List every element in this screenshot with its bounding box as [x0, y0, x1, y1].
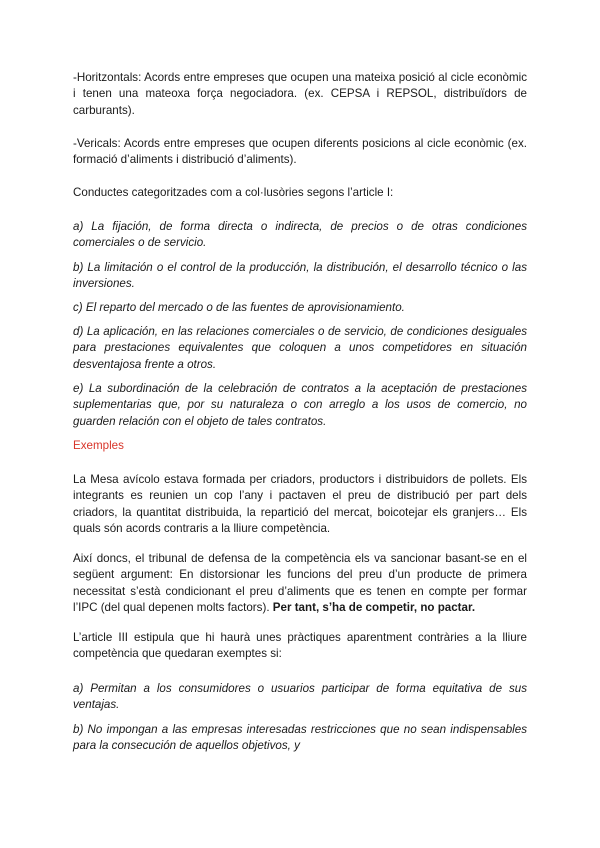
tribunal-bold-conclusion: Per tant, s’ha de competir, no pactar.: [272, 601, 476, 615]
exemption-item-b: b) No impongan a las empresas interesadas restricciones que no sean indispensables para la consecución de aquellos objetivos, y: [73, 723, 527, 753]
list-item-e: e) La subordinación de la celebración de contratos a la aceptación de prestaciones suplementarias que, por su naturaleza o con arreglo a los usos de comercio, no guarden relación con el objeto de tales contratos.: [73, 382, 527, 428]
paragraph-mesa-avicola: La Mesa avícolo estava formada per criadors, productors i distribuidors de pollets. Els integrants es reunien un cop l’any i pactaven el preu de distribució per part dels criadors, la quantitat distribuida, la repartició del mercat, boicotejar els granjers… Els quals són acords contraris a la lliure competència.: [73, 473, 527, 536]
paragraph-verticals: -Vericals: Acords entre empreses que ocupen diferents posicions al cicle econòmic (ex. formació d’aliments i distribució d’aliments).: [73, 137, 527, 167]
list-item-d: d) La aplicación, en las relaciones comerciales o de servicio, de condiciones desiguales para prestaciones equivalentes que coloquen a unos competidores en situación desventajosa frente a otros.: [73, 325, 527, 371]
paragraph-conductes-intro: Conductes categoritzades com a col·lusòries segons l’article I:: [73, 186, 394, 199]
list-item-b: b) La limitación o el control de la producción, la distribución, el desarrollo técnico o las inversiones.: [73, 261, 527, 291]
tribunal-text: Així doncs, el tribunal de defensa de la competència els va sancionar basant-se en el següent argument: En distorsionar les funcions del preu d’un producte de primera necessitat s’està condicionant el preu d’aliments que es tenen en compte per formar l’IPC (del qual depenen molts factors).: [73, 552, 527, 615]
paragraph-tribunal: [73, 551, 527, 617]
paragraph-horitzontals: -Horitzontals: Acords entre empreses que ocupen una mateixa posició al cicle econòmic i tenen una mateoxa força negociadora. (ex. CEPSA i REPSOL, distribuïdors de carburants).: [73, 71, 527, 117]
paragraph-article-iii: L’article III estipula que hi haurà unes pràctiques aparentment contràries a la lliure competència que quedaran exemptes si:: [73, 631, 527, 661]
section-heading-exemples: Exemples: [73, 439, 124, 452]
list-item-a: a) La fijación, de forma directa o indirecta, de precios o de otras condiciones comerciales o de servicio.: [73, 220, 527, 250]
exemption-item-a: a) Permitan a los consumidores o usuarios participar de forma equitativa de sus ventajas.: [73, 682, 527, 712]
list-item-c: c) El reparto del mercado o de las fuentes de aprovisionamiento.: [73, 301, 405, 314]
